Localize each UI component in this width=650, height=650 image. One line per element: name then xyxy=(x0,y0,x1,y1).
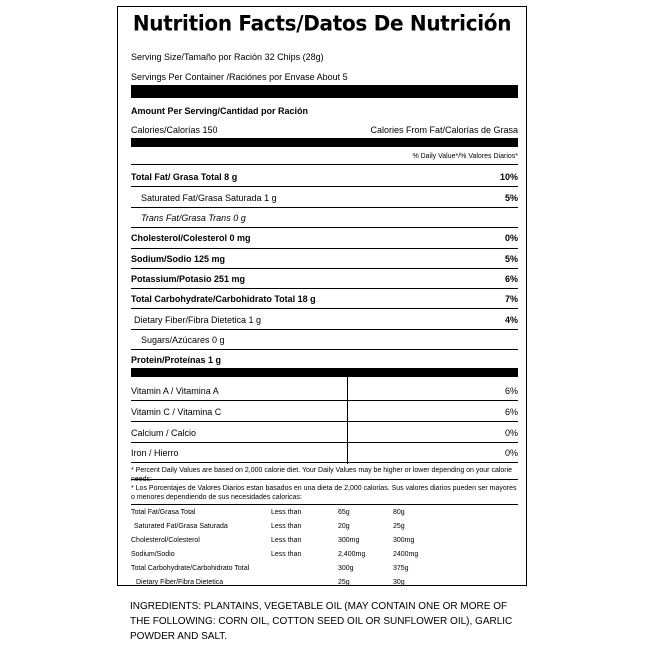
nutrient-dv: 4% xyxy=(504,315,518,325)
dv-table-2000: 25g xyxy=(338,579,350,586)
nutrient-row xyxy=(131,192,518,204)
calories-row xyxy=(131,124,518,136)
rule xyxy=(131,462,518,463)
nutrient-label: Total Fat/ Grasa Total 8 g xyxy=(131,172,238,182)
dv-table-2000: 2,400mg xyxy=(338,551,366,558)
dv-table-nutrient: Total Carbohydrate/Carbohidrato Total xyxy=(131,565,250,572)
dv-table-2500: 300mg xyxy=(393,537,415,544)
nutrient-row xyxy=(131,171,518,183)
dv-table-qualifier: Less than xyxy=(271,551,302,558)
nutrient-label: Dietary Fiber/Fibra Dietetica 1 g xyxy=(134,315,262,325)
dv-table-qualifier: Less than xyxy=(271,509,302,516)
nutrient-label: Trans Fat/Grasa Trans 0 g xyxy=(141,213,246,223)
vitamin-dv: 0% xyxy=(504,428,518,438)
rule xyxy=(131,421,518,422)
rule xyxy=(131,442,518,443)
nutrient-dv: 0% xyxy=(504,233,518,243)
vitamin-row xyxy=(131,447,518,459)
rule xyxy=(131,248,518,249)
nutrient-label: Protein/Proteínas 1 g xyxy=(131,355,222,365)
dv-table-2500: 30g xyxy=(393,579,405,586)
vitamin-row xyxy=(131,427,518,439)
nutrient-dv: 6% xyxy=(504,274,518,284)
vitamin-label: Vitamin A / Vitamina A xyxy=(131,386,219,396)
dv-table-nutrient: Sodium/Sodio xyxy=(131,551,175,558)
nutrient-dv: 5% xyxy=(504,193,518,203)
rule xyxy=(131,479,518,480)
ingredients-text: INGREDIENTS: PLANTAINS, VEGETABLE OIL (MAY CONTAIN ONE OR MORE OF THE FOLLOWING: CORN OIL, COTTON SEED OIL OR SUNFLOWER OIL), GARLIC POWDER AND SALT. xyxy=(130,601,513,642)
nutrition-label xyxy=(117,6,527,586)
nutrient-row xyxy=(131,354,518,366)
footnote-english: * Percent Daily Values are based on 2,000 calorie diet. Your Daily Values may be higher or lower depending on your calorie xyxy=(131,467,513,474)
label-title: Nutrition Facts/Datos De Nutrición xyxy=(132,10,512,36)
nutrient-label: Cholesterol/Colesterol 0 mg xyxy=(131,233,251,243)
rule xyxy=(131,308,518,309)
rule xyxy=(131,400,518,401)
nutrient-row xyxy=(131,273,518,285)
rule xyxy=(131,349,518,350)
nutrient-label: Total Carbohydrate/Carbohidrato Total 18 g xyxy=(131,294,316,304)
footnote-spanish: * Los Porcentajes de Valores Diarios estan basados en una dieta de 2,000 calorias. Sus valores diarios pueden ser mayores o menores dependiendo de sus necesidades caloricas: xyxy=(131,485,517,501)
nutrient-label: Sodium/Sodio 125 mg xyxy=(131,254,226,264)
nutrient-row xyxy=(131,253,518,265)
vitamin-label: Vitamin C / Vitamina C xyxy=(131,407,222,417)
serving-size: Serving Size/Tamaño por Ración 32 Chips (28g) xyxy=(131,52,324,62)
rule xyxy=(131,288,518,289)
dv-table-2000: 20g xyxy=(338,523,350,530)
vitamin-label: Iron / Hierro xyxy=(131,448,179,458)
dv-table-2500: 25g xyxy=(393,523,405,530)
nutrient-row xyxy=(131,212,518,224)
rule xyxy=(131,329,518,330)
dv-table-nutrient: Dietary Fiber/Fibra Dietetica xyxy=(136,579,224,586)
servings-per-container: Servings Per Container /Raciónes por Envase About 5 xyxy=(131,72,348,82)
vitamin-row xyxy=(131,385,518,397)
calories: Calories/Calorías 150 xyxy=(131,125,218,135)
rule xyxy=(131,164,518,165)
vitamin-dv: 6% xyxy=(504,386,518,396)
nutrient-dv: 7% xyxy=(504,294,518,304)
vitamin-label: Calcium / Calcio xyxy=(131,428,197,438)
thick-divider-top xyxy=(131,85,518,98)
thick-divider-vitamins xyxy=(131,368,518,377)
vitamin-dv: 0% xyxy=(504,448,518,458)
nutrient-label: Sugars/Azúcares 0 g xyxy=(141,335,225,345)
rule xyxy=(131,186,518,187)
nutrient-dv: 5% xyxy=(504,254,518,264)
dv-table-nutrient: Saturated Fat/Grasa Saturada xyxy=(134,523,228,530)
nutrient-label: Potassium/Potasio 251 mg xyxy=(131,274,246,284)
vitamin-dv: 6% xyxy=(504,407,518,417)
thick-divider-mid xyxy=(131,138,518,147)
nutrient-dv: 10% xyxy=(499,172,518,182)
dv-table-2500: 2400mg xyxy=(393,551,419,558)
nutrient-label: Saturated Fat/Grasa Saturada 1 g xyxy=(141,193,277,203)
rule xyxy=(131,227,518,228)
calories-from-fat: Calories From Fat/Calorías de Grasa xyxy=(370,125,518,135)
dv-table-2500: 375g xyxy=(393,565,409,572)
nutrient-row xyxy=(131,293,518,305)
dv-table-2500: 80g xyxy=(393,509,405,516)
nutrient-row xyxy=(131,314,518,326)
rule xyxy=(131,504,518,505)
nutrient-row xyxy=(131,334,518,346)
dv-header: % Daily Value*/% Valores Diarios* xyxy=(412,153,518,160)
dv-table-nutrient: Cholesterol/Colesterol xyxy=(131,537,200,544)
nutrient-row xyxy=(131,232,518,244)
amount-per-serving: Amount Per Serving/Cantidad por Ración xyxy=(131,106,309,116)
dv-table-qualifier: Less than xyxy=(271,523,302,530)
dv-table-qualifier: Less than xyxy=(271,537,302,544)
dv-table-2000: 65g xyxy=(338,509,350,516)
dv-table-nutrient: Total Fat/Grasa Total xyxy=(131,509,196,516)
vitamin-row xyxy=(131,406,518,418)
dv-table-2000: 300mg xyxy=(338,537,360,544)
rule xyxy=(131,207,518,208)
dv-table-2000: 300g xyxy=(338,565,354,572)
rule xyxy=(131,268,518,269)
